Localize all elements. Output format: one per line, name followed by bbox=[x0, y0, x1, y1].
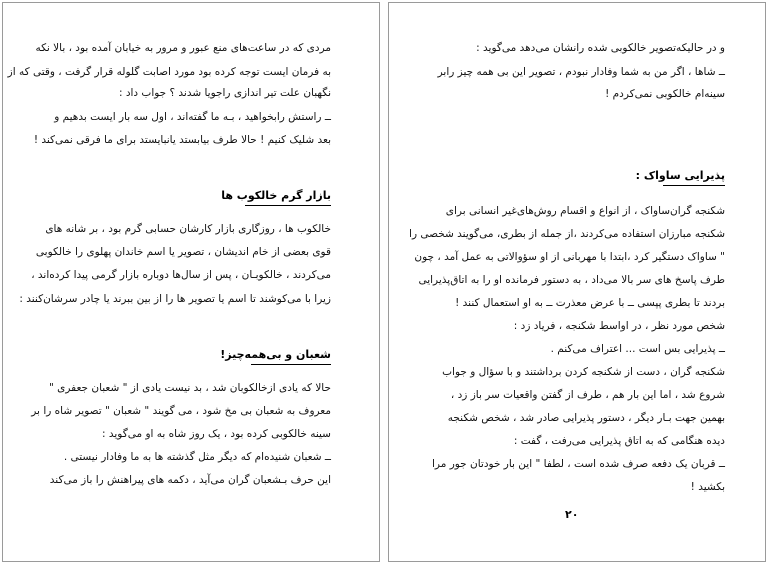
heading-underline bbox=[663, 185, 725, 186]
heading-khalkoub-market: بازار گرم خالکوب ها bbox=[221, 189, 331, 202]
left-p1-line-5: بعد شلیک کنیم ! حالا طرف بیابستد یانبایستد برای ما فرقی نمی‌کند ! bbox=[33, 134, 331, 146]
left-p3-line-5: این حرف بـشعبان گران می‌آید ، دکمه های پیراهنش را باز می‌کند bbox=[49, 474, 331, 486]
right-p2-line-1: شکنجه‌ گران‌ساواک ، از انواع و اقسام روش‌های‌غیر انسانی برای bbox=[445, 205, 725, 217]
right-p2-line-12: ــ قربان یک دفعه صرف شده است ، لطفا " این بار خودتان جور مرا bbox=[432, 458, 725, 470]
left-p2-line-1: خالکوب ها ، روزگاری بازار کارشان حسابی گرم بود ، بر شانه های bbox=[45, 223, 331, 235]
heading-shaban: شعبان و بی‌همه‌چیز! bbox=[220, 348, 331, 361]
heading-underline bbox=[245, 205, 331, 206]
left-p1-line-1: مردی که در ساعت‌های منع عبور و مرور به خیابان آمده بود ، بالا نکه bbox=[35, 42, 331, 54]
page-number: ٢٠ bbox=[565, 508, 579, 521]
left-page bbox=[2, 2, 380, 562]
right-p2-line-6: شخص مورد نظر ، در اواسط شکنجه ، فریاد زد : bbox=[513, 320, 725, 332]
right-p2-line-5: بردند تا بطری پپسی ــ با عرض معذرت ــ به او استعمال کنند ! bbox=[455, 297, 725, 309]
right-page bbox=[388, 2, 766, 562]
left-p1-line-2: به فرمان ایست توجه کرده بود مورد اصابت گلوله قرار گرفت ، وقتی که از bbox=[7, 66, 331, 78]
right-p2-line-3: " ساواک دستگیر کرد ،ابتدا با مهربانی از او سؤوالاتی به عمل آمد ، چون bbox=[414, 251, 725, 263]
right-p1-line-1: و در حالیکه‌تصویر خالکوبی شده رانشان می‌دهد می‌گوید : bbox=[476, 42, 725, 54]
left-p2-line-4: زیرا با می‌کوشند تا اسم یا تصویر ها را از بین ببرند یا چادر سرشان‌کنند : bbox=[19, 293, 331, 305]
right-p2-line-7: ــ پذیرایی بس است ... اعتراف می‌کنم . bbox=[550, 343, 725, 355]
left-p3-line-4: ــ شعبان شنیده‌ام که دیگر مثل گذشته ها به ما وفادار نیستی . bbox=[63, 451, 331, 463]
left-p2-line-2: قوی بعضی از خام اندیشان ، تصویر یا اسم خاندان پهلوی را خالکوبی bbox=[35, 246, 331, 258]
left-p1-line-3: نگهبان علت تیر اندازی راجویا شدند ؟ جواب داد : bbox=[118, 87, 331, 99]
left-p1-line-4: ــ راستش رابخواهید ، بـه ما گفته‌اند ، اول سه بار ایست بدهیم و bbox=[54, 111, 331, 123]
right-p1-line-2: ــ شاها ، اگر من به شما وفادار نبودم ، تصویر این بی همه چیز رابر bbox=[437, 66, 725, 78]
heading-savak: پذیرایی ساواک : bbox=[635, 169, 725, 182]
right-p2-line-10: بهمین جهت بـار دیگر ، دستور پذیرایی صادر شد ، شخص شکنجه bbox=[447, 412, 725, 424]
right-p2-line-9: شروع شد ، اما این بار هم ، طرف از گفتن واقعیات سر باز زد ، bbox=[450, 389, 725, 401]
left-p3-line-3: سینه خالکوبی کرده بود ، یک روز شاه به او می‌گوید : bbox=[102, 428, 331, 440]
left-p3-line-1: حالا که یادی ازخالکوبان شد ، بد نیست یادی از " شعبان جعفری " bbox=[48, 382, 331, 394]
right-p2-line-2: شکنجه مبارزان استفاده می‌کردند ،از جمله از بطری، می‌گویند شخصی را bbox=[409, 228, 725, 240]
right-p2-line-4: طرف پاسخ های سر بالا می‌داد ، به دستور فرمانده او را به اتاق‌پذیرایی bbox=[418, 274, 725, 286]
right-p2-line-11: دیده هنگامی که به اتاق پذیرایی می‌رفت ، گفت : bbox=[513, 435, 725, 447]
page-gutter bbox=[382, 0, 386, 564]
right-p2-line-13: بکشید ! bbox=[690, 481, 725, 493]
right-p2-line-8: شکنجه گران ، دست از شکنجه کردن برداشتند و با سؤال و جواب bbox=[442, 366, 725, 378]
right-p1-line-3: سینه‌ام خالکوبی نمی‌کردم ! bbox=[605, 88, 725, 100]
left-p3-line-2: معروف به شعبان بی مخ شود ، می گویند " شعبان " تصویر شاه را بر bbox=[31, 405, 331, 417]
heading-underline bbox=[251, 364, 331, 365]
left-p2-line-3: می‌کردند ، خالکوبـان ، پس از سال‌ها دوباره بازار گرمی پیدا کرده‌اند ، bbox=[31, 269, 331, 281]
